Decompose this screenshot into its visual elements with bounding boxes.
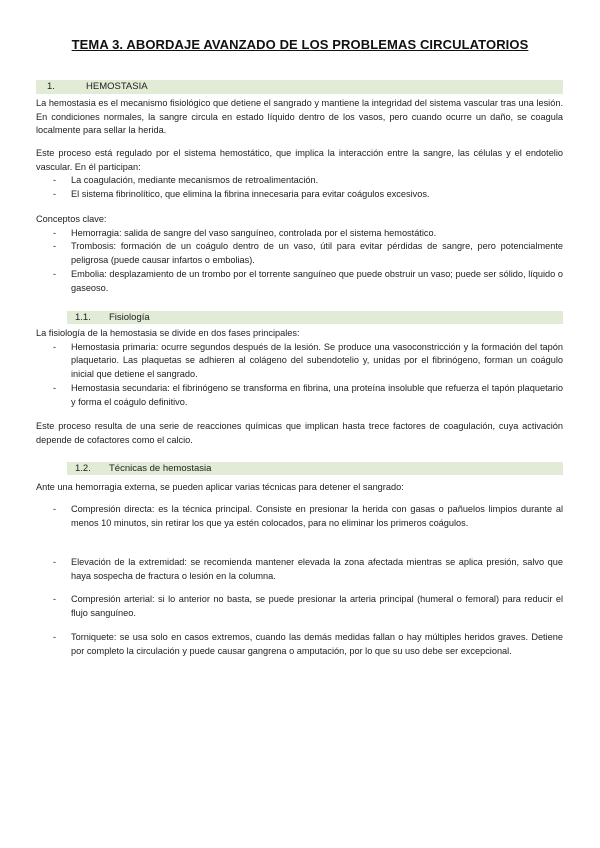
list-item: - Compresión directa: es la técnica principal. Consiste en presionar la herida con gasas o pañuelos limpios durante al menos 10 minutos, sin retirar los que ya estén colocados, para no eliminar los primeros coágulos.	[36, 503, 563, 530]
phases-list	[36, 341, 563, 410]
techniques-list	[36, 556, 563, 583]
list-item: - Hemostasia primaria: ocurre segundos después de la lesión. Se produce una vasoconstricción y la formación del tapón plaquetario. Las plaquetas se adhieren al colágeno del subendotelio y, unidas por el fibrinógeno, forman un coágulo inicial que detiene el sangrado.	[36, 341, 563, 382]
list-item: - Compresión arterial: si lo anterior no basta, se puede presionar la arteria principal (humeral o femoral) para reducir el flujo sanguíneo.	[36, 593, 563, 620]
paragraph: La fisiología de la hemostasia se divide en dos fases principales:	[36, 328, 300, 338]
technique-1	[36, 503, 563, 530]
subsection-title: Fisiología	[109, 312, 150, 323]
paragraph: Este proceso está regulado por el sistema hemostático, que implica la interacción entre la sangre, las células y el endotelio vascular. En él participan:	[36, 148, 563, 172]
list-item: - Hemorragia: salida de sangre del vaso sanguíneo, controlada por el sistema hemostático.	[36, 227, 563, 241]
section-heading-hemostasia	[36, 80, 563, 94]
closing-paragraph	[36, 420, 563, 447]
subsection-number: 1.1.	[75, 312, 91, 323]
technique-2	[36, 556, 563, 583]
document-title: TEMA 3. ABORDAJE AVANZADO DE LOS PROBLEMAS CIRCULATORIOS	[71, 37, 529, 52]
technique-3	[36, 593, 563, 620]
list-item: - La coagulación, mediante mecanismos de retroalimentación.	[36, 174, 563, 188]
section-number: 1.	[47, 81, 55, 92]
paragraph: La hemostasia es el mecanismo fisiológico que detiene el sangrado y mantiene la integridad del sistema vascular tras una lesión. En condiciones normales, la sangre circula en estado líquido dentro de los vasos, pero cuando ocurre un daño, se coagula localmente para sellar la herida.	[36, 98, 563, 136]
list-item: - Trombosis: formación de un coágulo dentro de un vaso, útil para evitar pérdidas de sangre, pero potencialmente peligrosa (puede causar infartos o embolias).	[36, 240, 563, 267]
concepts-block	[36, 213, 563, 295]
paragraph: Ante una hemorragia externa, se pueden aplicar varias técnicas para detener el sangrado:	[36, 482, 404, 492]
subsection-title: Técnicas de hemostasia	[109, 463, 212, 474]
intro-paragraph	[36, 97, 563, 138]
paragraph: Este proceso resulta de una serie de reacciones químicas que implican hasta trece factores de coagulación, cuya activación depende de cofactores como el calcio.	[36, 421, 563, 445]
list-item: - Hemostasia secundaria: el fibrinógeno se transforma en fibrina, una proteína insoluble que refuerza el tapón plaquetario y forma el coágulo definitivo.	[36, 382, 563, 409]
participants-list	[36, 174, 563, 201]
subsection-number: 1.2.	[75, 463, 91, 474]
concepts-list	[36, 227, 563, 296]
techniques-list	[36, 631, 563, 658]
list-item: - Elevación de la extremidad: se recomienda mantener elevada la zona afectada mientras se aplica presión, salvo que haya sospecha de fractura o lesión en la columna.	[36, 556, 563, 583]
concepts-label: Conceptos clave:	[36, 214, 107, 224]
list-item: - El sistema fibrinolítico, que elimina la fibrina innecesaria para evitar coágulos excesivos.	[36, 188, 563, 202]
subsection-heading-tecnicas	[67, 462, 563, 475]
regulation-block	[36, 147, 563, 202]
subsection-heading-fisiologia	[67, 311, 563, 324]
physiology-block	[36, 327, 563, 409]
techniques-list	[36, 593, 563, 620]
list-item: - Embolia: desplazamiento de un trombo por el torrente sanguíneo que puede obstruir un vaso; puede ser sólido, líquido o gaseoso.	[36, 268, 563, 295]
techniques-intro	[36, 481, 563, 495]
list-item: - Torniquete: se usa solo en casos extremos, cuando las demás medidas fallan o hay múltiples heridos graves. Detiene por completo la circulación y puede causar gangrena o amputación, por lo que su uso debe ser excepcional.	[36, 631, 563, 658]
technique-4	[36, 631, 563, 658]
section-title: HEMOSTASIA	[86, 81, 148, 92]
techniques-list	[36, 503, 563, 530]
